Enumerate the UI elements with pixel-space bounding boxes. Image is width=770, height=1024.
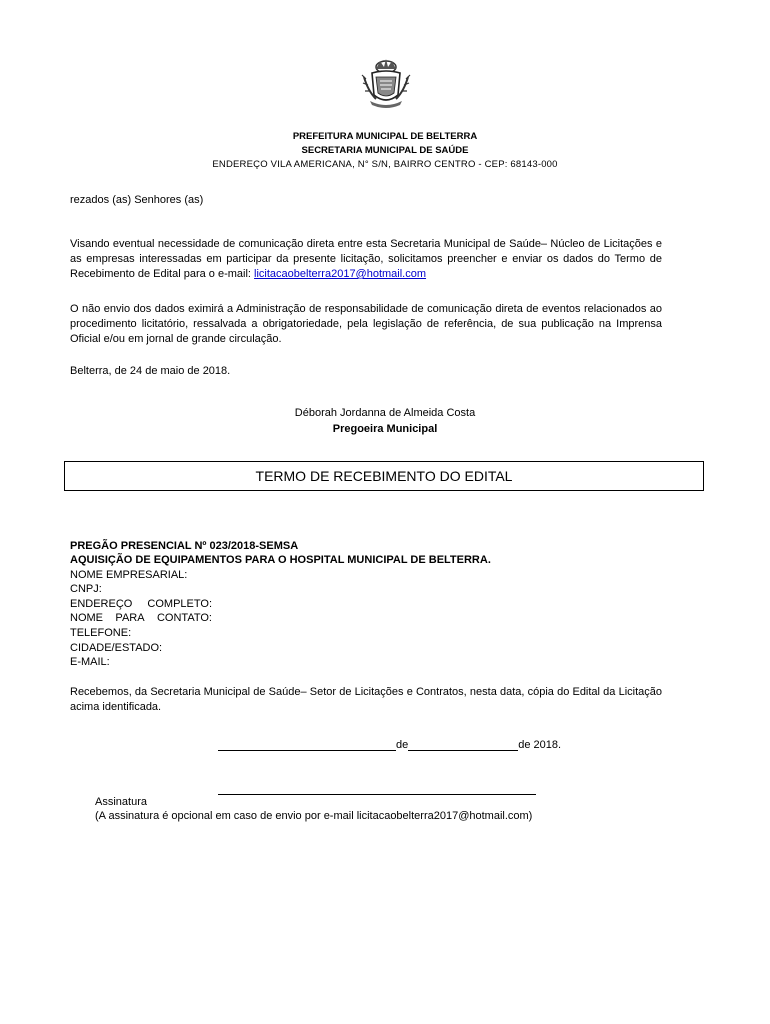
acquisition-title: AQUISIÇÃO DE EQUIPAMENTOS PARA O HOSPITAL MUNICIPAL DE BELTERRA. — [70, 554, 491, 566]
signer-name: Déborah Jordanna de Almeida Costa — [294, 407, 476, 419]
field-endereco-label-b: COMPLETO: — [147, 598, 212, 610]
email-link[interactable]: licitacaobelterra2017@hotmail.com — [254, 268, 427, 280]
paragraph-communication-text: Visando eventual necessidade de comunicação direta entre esta Secretaria Municipal de Saúde– Núcleo de Licitações e as empresas interessadas em participar da presente licitação, solicitamos preencher e enviar os dados do Termo de Recebimento de Edital para o e-mail: — [70, 238, 662, 280]
greeting: rezados (as) Senhores (as) — [70, 194, 204, 206]
field-cidade-estado: CIDADE/ESTADO: — [70, 642, 163, 654]
date-de-1: de — [396, 739, 409, 751]
field-email: E-MAIL: — [70, 656, 110, 668]
field-nome-contato — [70, 611, 212, 626]
field-nome-label-a: NOME — [70, 612, 103, 624]
field-nome-label-c: CONTATO: — [156, 612, 212, 624]
signature-line — [218, 794, 536, 795]
date-blank-month — [408, 738, 518, 751]
pregao-number: PREGÃO PRESENCIAL Nº 023/2018-SEMSA — [70, 540, 299, 552]
paragraph-communication — [70, 237, 662, 282]
municipal-coat-of-arms-icon — [358, 55, 414, 111]
paragraph-disclaimer: O não envio dos dados eximirá a Administração de responsabilidade de comunicação direta de eventos relacionados ao procedimento licitatório, ressalvada a obrigatoriedade, pela legislação de referência, de sua publicação na Imprensa Oficial e/ou em jornal de grande circulação. — [70, 303, 662, 345]
term-title-box — [64, 461, 704, 491]
field-cnpj: CNPJ: — [70, 583, 102, 595]
header-address: ENDEREÇO VILA AMERICANA, N° S/N, BAIRRO CENTRO - CEP: 68143-000 — [212, 159, 558, 170]
field-endereco-label-a: ENDEREÇO — [70, 598, 133, 610]
field-endereco — [70, 597, 212, 612]
term-title: TERMO DE RECEBIMENTO DO EDITAL — [255, 468, 513, 484]
letter-date: Belterra, de 24 de maio de 2018. — [70, 365, 231, 377]
header-secretaria: SECRETARIA MUNICIPAL DE SAÚDE — [301, 145, 469, 156]
date-de-2: de 2018. — [518, 739, 562, 751]
field-nome-label-b: PARA — [115, 612, 145, 624]
signer-role: Pregoeira Municipal — [332, 423, 438, 435]
header-prefeitura: PREFEITURA MUNICIPAL DE BELTERRA — [292, 131, 478, 142]
receipt-date-line — [218, 738, 561, 751]
receipt-statement: Recebemos, da Secretaria Municipal de Saúde– Setor de Licitações e Contratos, nesta data, cópia do Edital da Licitação acima identificada. — [70, 686, 662, 713]
signature-note: (A assinatura é opcional em caso de envio por e-mail licitacaobelterra2017@hotmail.com) — [95, 810, 533, 822]
signature-label: Assinatura — [95, 796, 147, 808]
field-telefone: TELEFONE: — [70, 627, 132, 639]
date-blank-place — [218, 738, 396, 751]
field-nome-empresarial: NOME EMPRESARIAL: — [70, 569, 188, 581]
